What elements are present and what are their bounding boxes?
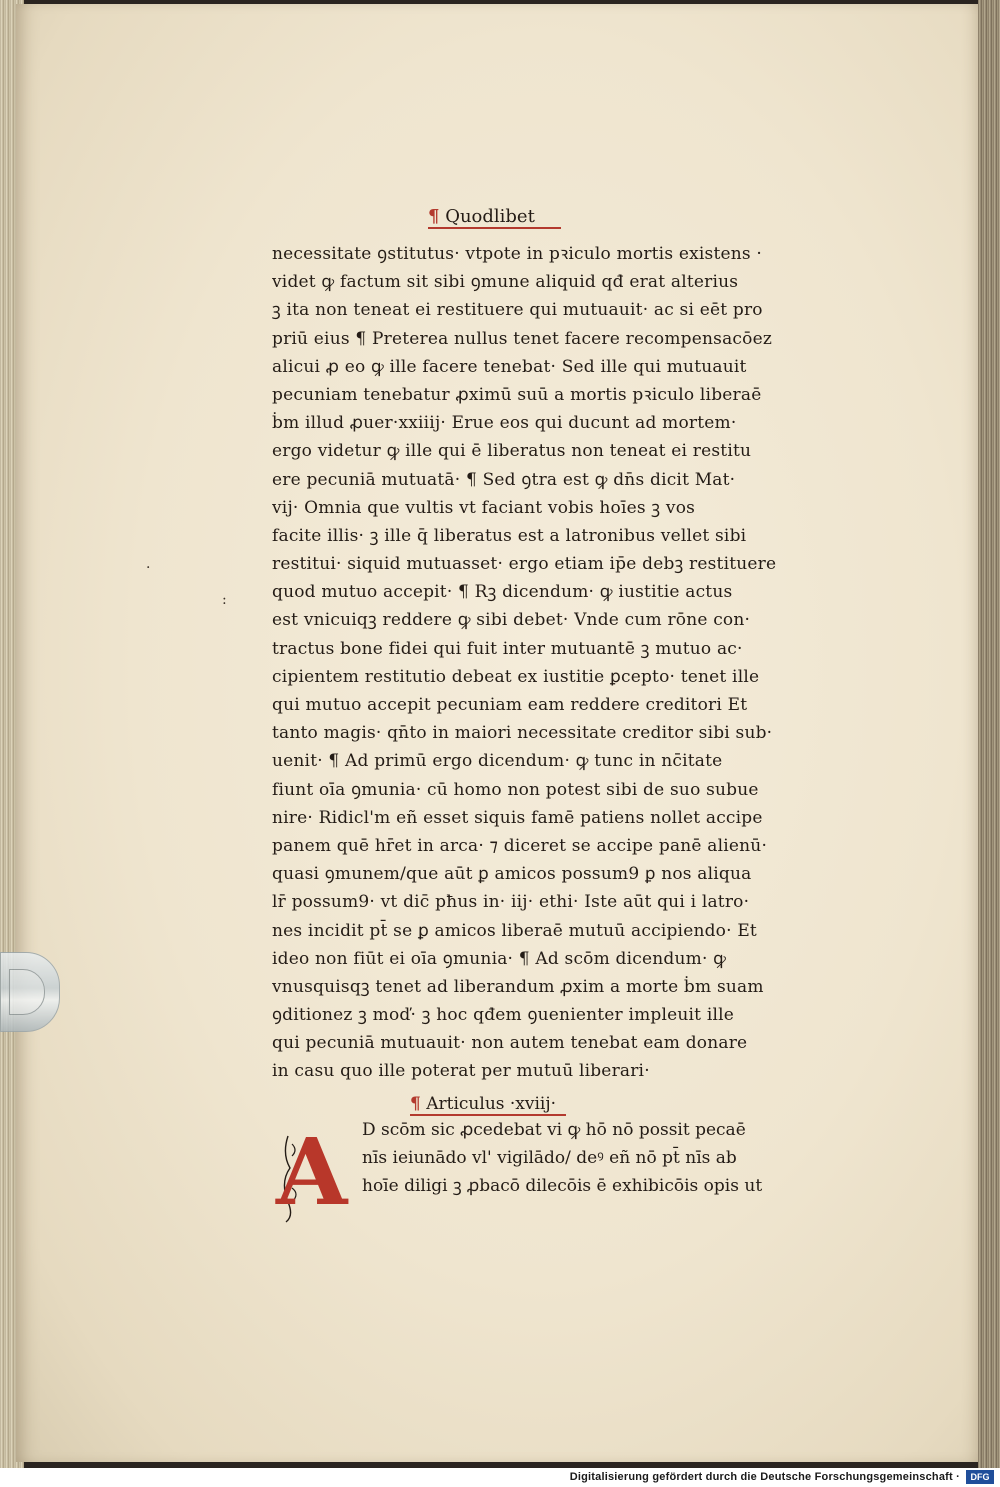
text-line: pecuniam tenebatur ꝓximū suū a mortis pꝛiculo liberaē <box>272 384 762 405</box>
text-line: vij· Omnia que vultis vt faciant vobis hoīes ꝫ vos <box>272 497 696 518</box>
text-line: ergo videtur ꝙ ille qui ē liberatus non teneat ei restitu <box>272 441 752 462</box>
text-line: ideo non fiūt ei oīa ꝯmunia· ¶ Ad scōm dicendum· ꝙ <box>272 948 727 969</box>
text-line: qui pecuniā mutuauit· non autem tenebat eam donare <box>272 1033 748 1054</box>
text-line: panem quē hr̄et in arca· ⁊ diceret se accipe panē alienū· <box>272 835 768 856</box>
article-heading <box>410 1094 566 1116</box>
text-line: restitui· siquid mutuasset· ergo etiam ip̄e debꝫ restituere <box>272 554 777 575</box>
text-line: uenit· ¶ Ad primū ergo dicendum· ꝙ tunc in nc̄itate <box>272 751 723 772</box>
text-line: quod mutuo accepit· ¶ Rꝫ dicendum· ꝙ iustitie actus <box>272 582 733 603</box>
text-line: nīs ieiunādo vl' vigilādo/ deꝰ eñ nō pt̄ nīs ab <box>362 1148 737 1169</box>
text-line: D scōm sic ꝓcedebat vi ꝙ hō nō possit pecaē <box>362 1120 746 1140</box>
text-line: necessitate ꝯstitutus· vtpote in pꝛiculo mortis existens · <box>272 244 763 264</box>
red-initial-letter: A <box>276 1118 348 1226</box>
rubric-mark-icon: ¶ <box>410 1094 421 1114</box>
text-line: qui mutuo accepit pecuniam eam reddere creditori Et <box>272 695 748 715</box>
text-line: nire· Ridicl'm eñ esset siquis famē patiens nollet accipe <box>272 807 763 828</box>
text-line: ꝯditionez ꝫ moď· ꝫ hoc qđem ꝯuenienter impleuit ille <box>272 1005 734 1026</box>
main-text-block <box>272 240 832 1086</box>
text-line: in casu quo ille poterat per mutuū liberari· <box>272 1061 650 1082</box>
text-line: quasi ꝯmunem/que aūt ꝑ amicos possum9 ꝑ nos aliqua <box>272 864 752 885</box>
dfg-logo: DFG <box>966 1470 994 1484</box>
text-line: vnusquisqꝫ tenet ad liberandum ꝓxim a morte ḃm suam <box>272 976 764 997</box>
running-head-text: Quodlibet <box>445 206 535 227</box>
text-line: hoīe diligi ꝫ ꝓbacō dilecōis ē exhibicōis opis ut <box>362 1176 763 1197</box>
margin-mark: : <box>222 592 227 608</box>
text-line: cipientem restitutio debeat ex iustitie ꝑcepto· tenet ille <box>272 666 760 687</box>
article-heading-text: Articulus ·xviij· <box>426 1094 557 1114</box>
text-line: videt ꝙ factum sit sibi ꝯmune aliquid qđ erat alterius <box>272 272 739 293</box>
text-line: nes incidit pt̄ se ꝑ amicos liberaē mutuū accipiendo· Et <box>272 920 757 941</box>
text-line: alicui ꝓ eo ꝙ ille facere tenebat· Sed ille qui mutuauit <box>272 356 747 377</box>
text-line: est vnicuiqꝫ reddere ꝙ sibi debet· Vnde cum rōne con· <box>272 610 751 631</box>
page-edges-right <box>978 0 1000 1468</box>
text-line: facite illis· ꝫ ille q̄ liberatus est a latronibus vellet sibi <box>272 525 747 546</box>
margin-mark: · <box>146 560 151 576</box>
footer-credit: Digitalisierung gefördert durch die Deutsche Forschungsgemeinschaft · <box>569 1471 960 1483</box>
footer-bar <box>0 1468 1000 1487</box>
text-line: tanto magis· qn̄to in maiori necessitate creditor sibi sub· <box>272 723 773 744</box>
running-head <box>428 206 561 229</box>
text-line: priū eius ¶ Preterea nullus tenet facere recompensacōez <box>272 328 773 349</box>
text-line: lr̄ possum9· vt dic̄ pħus in· iij· ethi· Iste aūt qui i latro· <box>272 892 750 913</box>
text-line: fiunt oīa ꝯmunia· cū homo non potest sibi de suo subue <box>272 779 759 800</box>
article-text-block <box>362 1116 832 1201</box>
text-line: ḃm illud ꝓuer·xxiiij· Erue eos qui ducunt ad mortem· <box>272 413 737 434</box>
page-clip <box>0 952 60 1032</box>
text-line: tractus bone fidei qui fuit inter mutuantē ꝫ mutuo ac· <box>272 638 743 659</box>
rubric-mark-icon: ¶ <box>428 206 440 227</box>
text-line: ꝫ ita non teneat ei restituere qui mutuauit· ac si eēt pro <box>272 300 763 321</box>
text-line: ere pecuniā mutuatā· ¶ Sed ꝯtra est ꝙ dn̄s dicit Mat· <box>272 469 736 490</box>
